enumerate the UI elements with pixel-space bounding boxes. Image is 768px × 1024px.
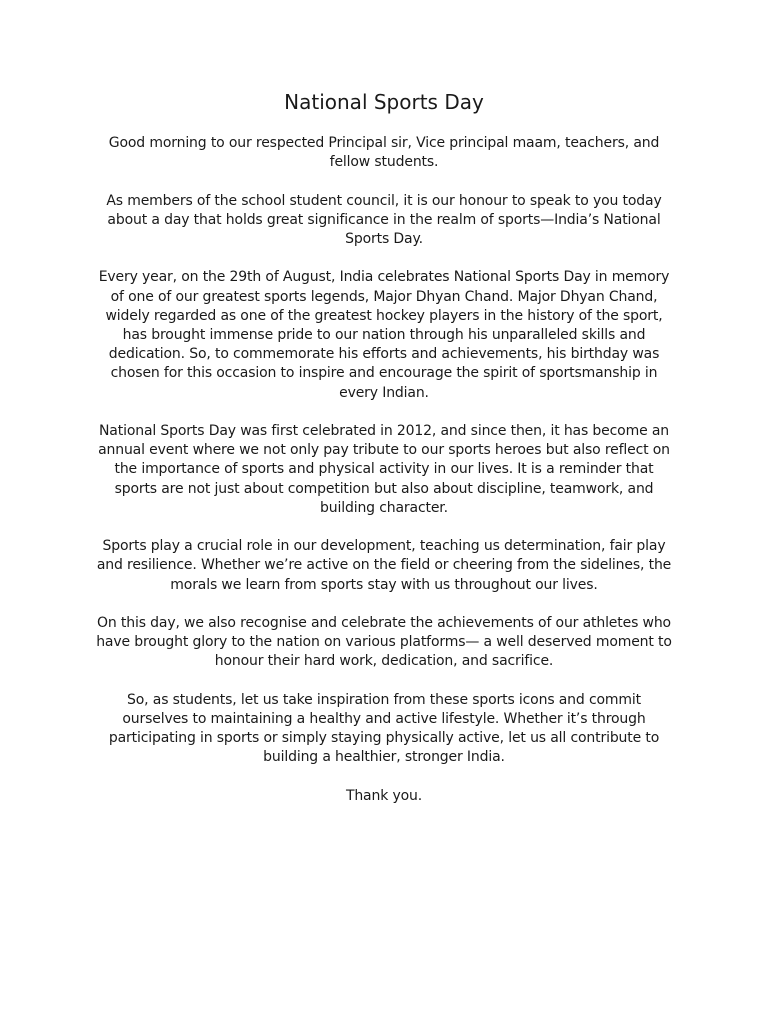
paragraph-call-to-action: So, as students, let us take inspiration from these sports icons and commit ourselves to maintaining a healthy and active lifestyle. Whether it’s through participating in sports or simply staying physically active, let us all contribute to building a healthier, stronger India. [108,691,660,766]
page-title: National Sports Day [284,90,484,114]
speech-body [94,134,674,806]
paragraph-first-celebration: National Sports Day was first celebrated in 2012, and since then, it has become an annual event where we not only pay tribute to our sports heroes but also reflect on the importance of sports and physical activity in our lives. It is a reminder that sports are not just about competition but also about discipline, teamwork, and building character. [98,423,670,516]
closing-line: Thank you. [345,787,423,804]
paragraph-greeting: Good morning to our respected Principal sir, Vice principal maam, teachers, and fellow students. [108,135,660,171]
paragraph-introduction: As members of the school student council, it is our honour to speak to you today about a day that holds great significance in the realm of sports—India’s National Sports Day. [106,192,662,247]
paragraph-history: Every year, on the 29th of August, India celebrates National Sports Day in memory of one of our greatest sports legends, Major Dhyan Chand. Major Dhyan Chand, widely regarded as one of the greatest hockey players in the history of the sport, has brought immense pride to our nation through his unparalleled skills and dedication. So, to commemorate his efforts and achievements, his birthday was chosen for this occasion to inspire and encourage the spirit of sportsmanship in every Indian. [98,269,670,401]
paragraph-role-of-sports: Sports play a crucial role in our development, teaching us determination, fair play and resilience. Whether we’re active on the field or cheering from the sidelines, the morals we learn from sports stay with us throughout our lives. [96,538,672,593]
paragraph-athletes: On this day, we also recognise and celebrate the achievements of our athletes who have brought glory to the nation on various platforms— a well deserved moment to honour their hard work, dedication, and sacrifice. [96,615,672,670]
